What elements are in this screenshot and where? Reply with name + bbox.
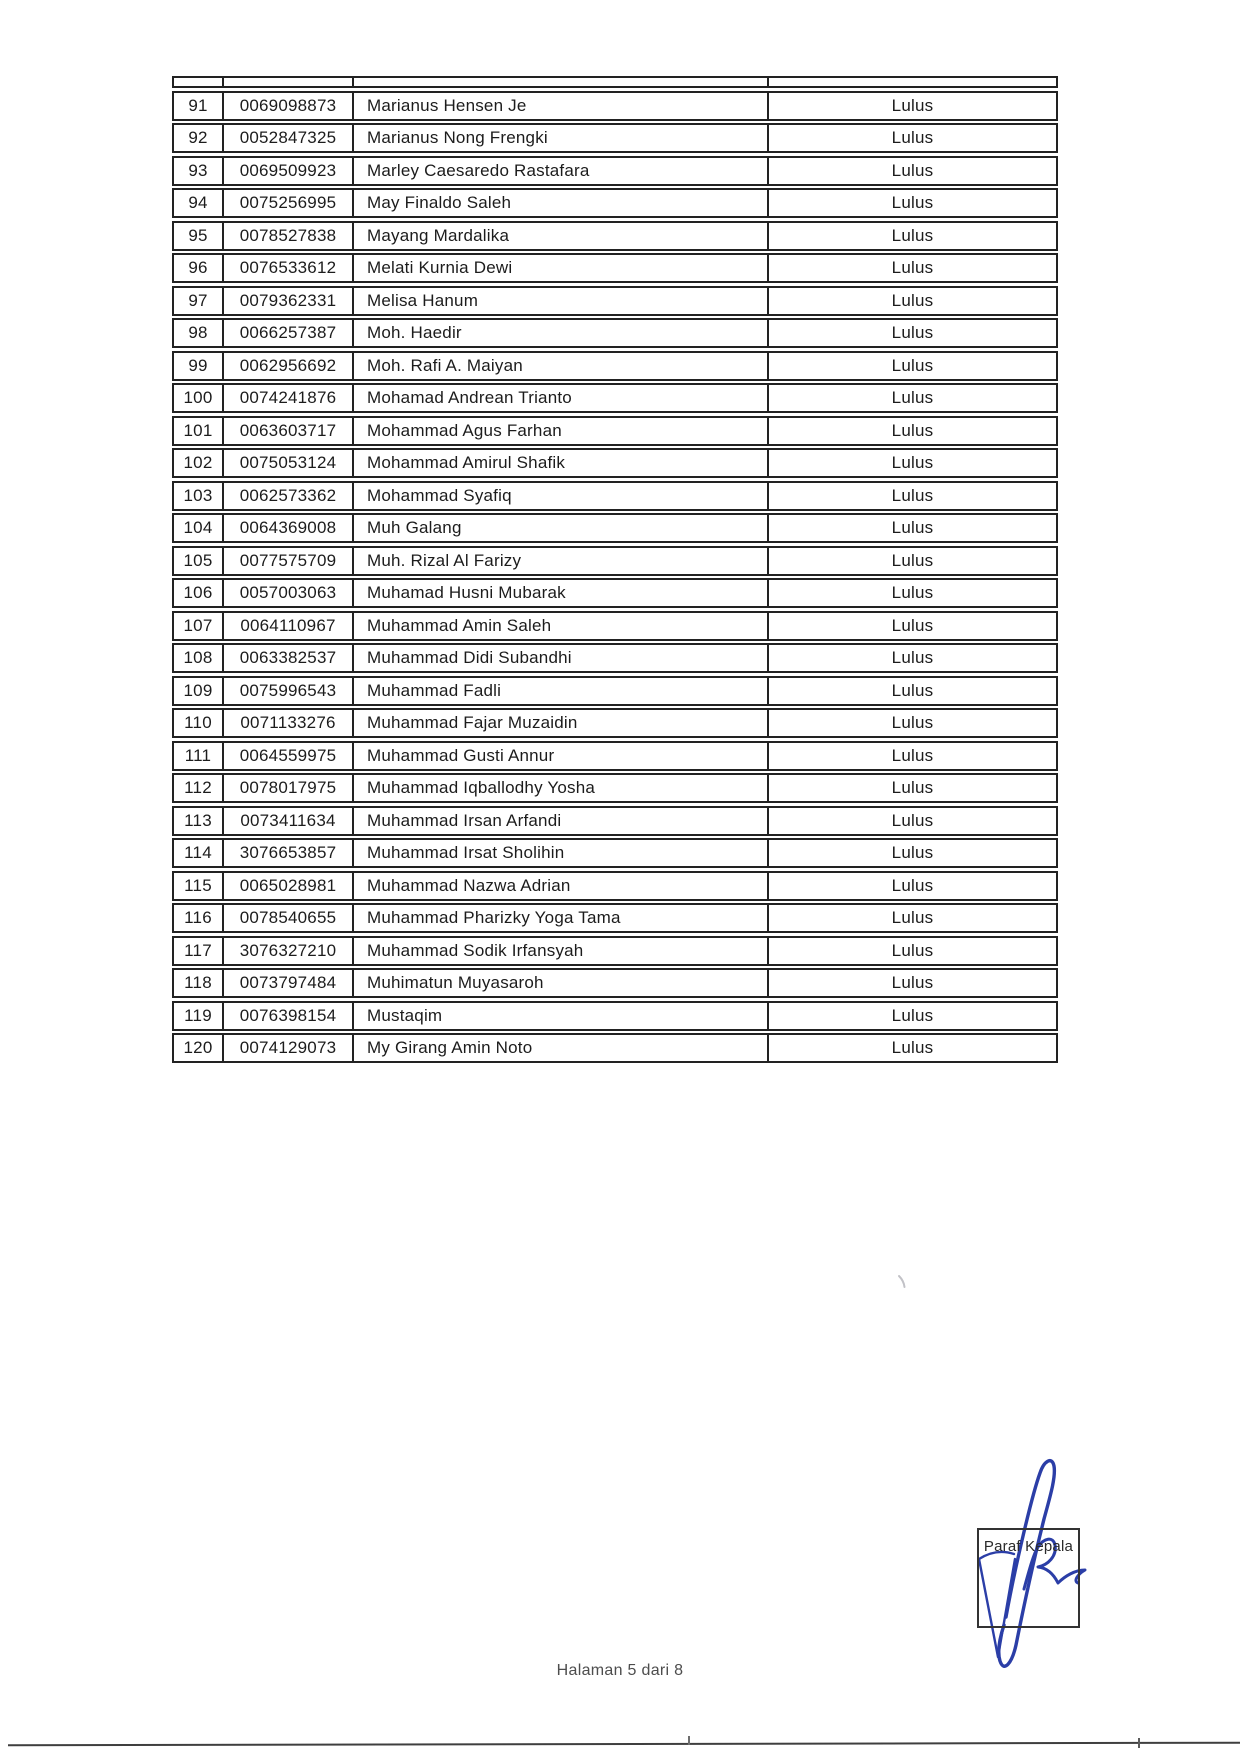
table-cell-no: 94: [174, 190, 224, 216]
table-cell-nisn: 3076327210: [224, 938, 354, 964]
table-cell-status: Lulus: [891, 940, 934, 960]
table-row: [172, 741, 1058, 771]
table-row: [172, 513, 1058, 543]
table-row: [172, 708, 1058, 738]
paraf-kepala-box: [977, 1528, 1080, 1628]
table-continuation-row: [172, 76, 1058, 88]
table-cell-name: Muhammad Irsat Sholihin: [354, 840, 769, 866]
table-cell-nisn: 0069098873: [224, 93, 354, 119]
table-cell-status: Lulus: [891, 615, 934, 635]
table-cell-nisn: 0052847325: [224, 125, 354, 151]
table-row: [172, 903, 1058, 933]
table-cell-status: Lulus: [891, 453, 934, 472]
table-cell-name: Muhammad Pharizky Yoga Tama: [354, 905, 769, 931]
table-row: [172, 91, 1058, 121]
table-cell-status: Lulus: [891, 290, 934, 310]
table-cell-no: 100: [174, 385, 224, 411]
table-cell-no: 105: [174, 548, 224, 574]
table-cell-status: Lulus: [891, 778, 934, 797]
table-row: [172, 351, 1058, 381]
table-row: [172, 936, 1058, 966]
table-cell-status: Lulus: [891, 258, 934, 277]
table-cell-nisn: 0075053124: [224, 450, 354, 476]
table-cell-nisn: 0065028981: [224, 873, 354, 899]
table-cell-nisn: 0062956692: [224, 353, 354, 379]
table-cell-status: Lulus: [891, 128, 934, 147]
table-cell-nisn: 0075996543: [224, 678, 354, 704]
table-cell-no: 109: [174, 678, 224, 704]
table-cell-status: Lulus: [891, 160, 934, 180]
table-row: [172, 871, 1058, 901]
table-cell-name: Moh. Rafi A. Maiyan: [354, 353, 769, 379]
table-cell-status: Lulus: [891, 225, 934, 245]
table-cell-nisn: 0064559975: [224, 743, 354, 769]
table-cell-status: Lulus: [891, 420, 934, 440]
table-cell-nisn: 0064369008: [224, 515, 354, 541]
table-cell-no: 113: [174, 808, 224, 834]
table-cell-name: Mohamad Andrean Trianto: [354, 385, 769, 411]
table-cell-no: 96: [174, 255, 224, 281]
table-row: [172, 838, 1058, 868]
table-cell-status: Lulus: [891, 95, 934, 115]
table-cell-name: Muhammad Fajar Muzaidin: [354, 710, 769, 736]
table-cell-nisn: 0076533612: [224, 255, 354, 281]
table-row: [172, 578, 1058, 608]
table-cell-no: 107: [174, 613, 224, 639]
table-cell-nisn: 3076653857: [224, 840, 354, 866]
table-cell-no: 91: [174, 93, 224, 119]
table-cell-name: Muhimatun Muyasaroh: [354, 970, 769, 996]
table-row: [172, 611, 1058, 641]
table-cell-name: Muhamad Husni Mubarak: [354, 580, 769, 606]
table-cell-nisn: 0078527838: [224, 223, 354, 249]
table-cell-name: Muh Galang: [354, 515, 769, 541]
table-cell-no: 99: [174, 353, 224, 379]
table-cell-name: Muhammad Irsan Arfandi: [354, 808, 769, 834]
table-cell-nisn: [224, 78, 354, 86]
table-cell-nisn: 0063382537: [224, 645, 354, 671]
table-cell-no: 117: [174, 938, 224, 964]
table-cell-nisn: 0066257387: [224, 320, 354, 346]
table-cell-nisn: 0077575709: [224, 548, 354, 574]
page-indicator: Halaman 5 dari 8: [556, 1662, 684, 1679]
table-cell-status: Lulus: [891, 355, 934, 375]
table-cell-name: May Finaldo Saleh: [354, 190, 769, 216]
table-cell-no: 119: [174, 1003, 224, 1029]
scan-artifact-cross: [1138, 1738, 1140, 1748]
table-cell-name: Melati Kurnia Dewi: [354, 255, 769, 281]
table-cell-no: 92: [174, 125, 224, 151]
table-cell-name: Muhammad Iqballodhy Yosha: [354, 775, 769, 801]
results-table: [172, 76, 1058, 1066]
table-cell-name: Muh. Rizal Al Farizy: [354, 548, 769, 574]
table-row: [172, 221, 1058, 251]
table-cell-no: 93: [174, 158, 224, 184]
table-cell-name: Melisa Hanum: [354, 288, 769, 314]
table-row: [172, 188, 1058, 218]
table-cell-status: Lulus: [891, 745, 934, 765]
table-cell-no: 103: [174, 483, 224, 509]
table-cell-nisn: 0064110967: [224, 613, 354, 639]
table-cell-status: Lulus: [891, 648, 934, 667]
scan-artifact-line: [8, 1742, 1240, 1747]
table-cell-no: 104: [174, 515, 224, 541]
table-cell-no: 98: [174, 320, 224, 346]
table-cell-name: Marley Caesaredo Rastafara: [354, 158, 769, 184]
table-cell-status: Lulus: [891, 843, 934, 862]
table-cell-no: 102: [174, 450, 224, 476]
table-cell-nisn: 0073797484: [224, 970, 354, 996]
paraf-kepala-label: Paraf Kepala: [983, 1538, 1074, 1555]
table-cell-name: Marianus Hensen Je: [354, 93, 769, 119]
table-row: [172, 253, 1058, 283]
table-cell-no: 116: [174, 905, 224, 931]
table-cell-nisn: 0063603717: [224, 418, 354, 444]
table-row: [172, 416, 1058, 446]
table-cell-nisn: 0071133276: [224, 710, 354, 736]
table-row: [172, 968, 1058, 998]
table-cell-status: Lulus: [891, 1005, 934, 1025]
table-cell-name: [354, 78, 769, 86]
table-row: [172, 1033, 1058, 1063]
table-row: [172, 448, 1058, 478]
table-cell-no: 114: [174, 840, 224, 866]
table-cell-nisn: 0079362331: [224, 288, 354, 314]
table-cell-status: Lulus: [891, 485, 934, 505]
table-row: [172, 123, 1058, 153]
table-cell-status: Lulus: [891, 1038, 934, 1057]
table-cell-no: 108: [174, 645, 224, 671]
table-cell-name: My Girang Amin Noto: [354, 1035, 769, 1061]
table-cell-status: Lulus: [891, 680, 934, 700]
table-cell-no: 106: [174, 580, 224, 606]
table-row: [172, 676, 1058, 706]
table-cell-name: Mohammad Agus Farhan: [354, 418, 769, 444]
table-row: [172, 481, 1058, 511]
table-row: [172, 1001, 1058, 1031]
table-cell-no: 97: [174, 288, 224, 314]
table-cell-name: Marianus Nong Frengki: [354, 125, 769, 151]
table-cell-nisn: 0078540655: [224, 905, 354, 931]
table-cell-nisn: 0074241876: [224, 385, 354, 411]
table-cell-nisn: 0076398154: [224, 1003, 354, 1029]
table-cell-no: 115: [174, 873, 224, 899]
table-cell-status: Lulus: [891, 810, 934, 830]
table-cell-status: Lulus: [891, 875, 934, 895]
table-cell-no: 101: [174, 418, 224, 444]
table-cell-no: 112: [174, 775, 224, 801]
table-cell-name: Mohammad Amirul Shafik: [354, 450, 769, 476]
table-cell-name: Muhammad Fadli: [354, 678, 769, 704]
table-cell-no: [174, 78, 224, 86]
table-cell-nisn: 0057003063: [224, 580, 354, 606]
table-cell-status: Lulus: [891, 518, 934, 537]
table-cell-status: Lulus: [891, 713, 934, 732]
table-cell-nisn: 0074129073: [224, 1035, 354, 1061]
table-cell-name: Moh. Haedir: [354, 320, 769, 346]
table-cell-nisn: 0078017975: [224, 775, 354, 801]
table-cell-name: Muhammad Didi Subandhi: [354, 645, 769, 671]
table-cell-no: 120: [174, 1035, 224, 1061]
table-row: [172, 643, 1058, 673]
table-cell-no: 111: [174, 743, 224, 769]
table-cell-nisn: 0062573362: [224, 483, 354, 509]
table-cell-name: Mayang Mardalika: [354, 223, 769, 249]
table-cell-name: Muhammad Sodik Irfansyah: [354, 938, 769, 964]
table-cell-status: Lulus: [891, 388, 934, 407]
table-row: [172, 286, 1058, 316]
table-row: [172, 546, 1058, 576]
table-cell-status: Lulus: [891, 908, 934, 927]
table-row: [172, 773, 1058, 803]
scan-artifact-tick: [688, 1736, 690, 1745]
table-cell-status: Lulus: [891, 583, 934, 602]
table-row: [172, 806, 1058, 836]
table-cell-name: Muhammad Gusti Annur: [354, 743, 769, 769]
table-cell-no: 110: [174, 710, 224, 736]
table-cell-nisn: 0075256995: [224, 190, 354, 216]
table-cell-name: Mustaqim: [354, 1003, 769, 1029]
table-cell-name: Muhammad Nazwa Adrian: [354, 873, 769, 899]
table-cell-status: Lulus: [891, 973, 934, 992]
table-cell-status: [769, 78, 1056, 86]
table-cell-name: Mohammad Syafiq: [354, 483, 769, 509]
table-cell-nisn: 0069509923: [224, 158, 354, 184]
table-cell-status: Lulus: [891, 323, 934, 342]
table-cell-name: Muhammad Amin Saleh: [354, 613, 769, 639]
table-cell-nisn: 0073411634: [224, 808, 354, 834]
table-cell-no: 95: [174, 223, 224, 249]
table-cell-no: 118: [174, 970, 224, 996]
table-row: [172, 156, 1058, 186]
table-cell-status: Lulus: [891, 550, 934, 570]
table-cell-status: Lulus: [891, 193, 934, 212]
table-row: [172, 318, 1058, 348]
ink-smudge-mark: [896, 1274, 908, 1290]
table-row: [172, 383, 1058, 413]
